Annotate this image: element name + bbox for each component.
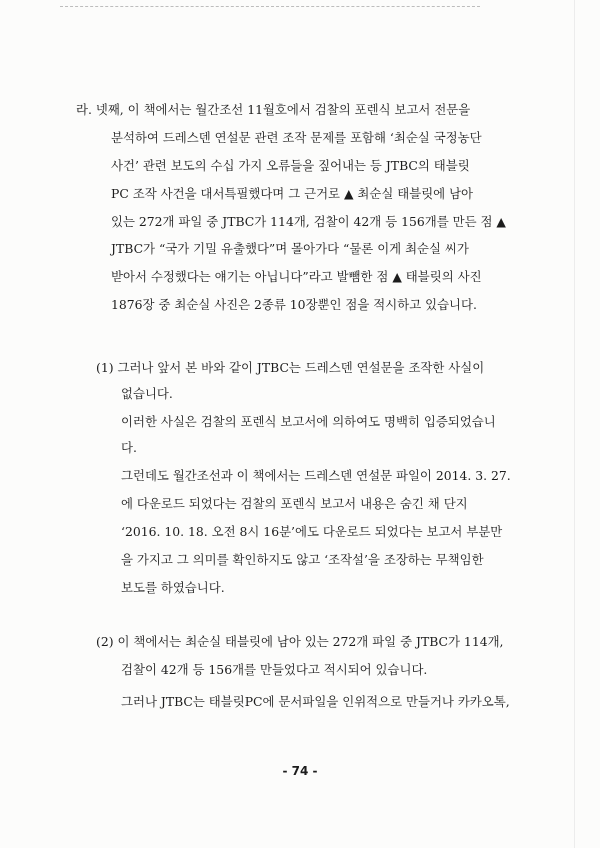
paragraph-2-line-1: (2) 이 책에서는 최순실 태블릿에 남아 있는 272개 파일 중 JTBC가 114개,	[96, 634, 504, 649]
scan-top-border	[60, 6, 480, 7]
section-ra-line-7: 받아서 수정했다는 얘기는 아닙니다”라고 발뺌한 점 ▲ 태블릿의 사진	[111, 269, 482, 284]
section-ra-line-8: 1876장 중 최순실 사진은 2종류 10장뿐인 점을 적시하고 있습니다.	[111, 297, 477, 312]
section-ra-line-3: 사건’ 관련 보도의 수십 가지 오류들을 짚어내는 등 JTBC의 태블릿	[111, 158, 470, 173]
paragraph-1-line-3: 이러한 사실은 검찰의 포렌식 보고서에 의하여도 명백히 입증되었습니	[121, 414, 496, 429]
scan-edge-mark	[574, 0, 575, 848]
paragraph-1-line-4: 다.	[121, 440, 137, 455]
paragraph-1-line-1: (1) 그러나 앞서 본 바와 같이 JTBC는 드레스덴 연설문을 조작한 사실이	[96, 360, 485, 375]
paragraph-1-line-5: 그런데도 월간조선과 이 책에서는 드레스덴 연설문 파일이 2014. 3. 27.	[121, 468, 511, 483]
section-ra-line-2: 분석하여 드레스덴 연설문 관련 조작 문제를 포함해 ‘최순실 국정농단	[111, 130, 482, 145]
paragraph-1-line-8: 을 가지고 그 의미를 확인하지도 않고 ‘조작설’을 조장하는 무책임한	[121, 552, 484, 567]
section-ra-line-6: JTBC가 “국가 기밀 유출했다”며 몰아가다 “물론 이게 최순실 씨가	[111, 241, 469, 256]
paragraph-1-line-9: 보도를 하였습니다.	[121, 580, 225, 595]
paragraph-1-line-2: 없습니다.	[121, 386, 173, 401]
page-number: - 74 -	[282, 764, 318, 778]
paragraph-1-line-7: ‘2016. 10. 18. 오전 8시 16분’에도 다운로드 되었다는 보고서 부분만	[121, 524, 503, 539]
paragraph-1-line-6: 에 다운로드 되었다는 검찰의 포렌식 보고서 내용은 숨긴 채 단지	[121, 496, 468, 511]
paragraph-2-line-3: 그러나 JTBC는 태블릿PC에 문서파일을 인위적으로 만들거나 카카오톡,	[121, 694, 510, 709]
paragraph-2-line-2: 검찰이 42개 등 156개를 만들었다고 적시되어 있습니다.	[121, 662, 428, 677]
section-ra-line-5: 있는 272개 파일 중 JTBC가 114개, 검찰이 42개 등 156개를 만든 점 ▲	[111, 214, 506, 229]
section-ra-line-1: 라. 넷째, 이 책에서는 월간조선 11월호에서 검찰의 포렌식 보고서 전문을	[76, 102, 471, 117]
section-ra-line-4: PC 조작 사건을 대서특필했다며 그 근거로 ▲ 최순실 태블릿에 남아	[111, 186, 474, 201]
